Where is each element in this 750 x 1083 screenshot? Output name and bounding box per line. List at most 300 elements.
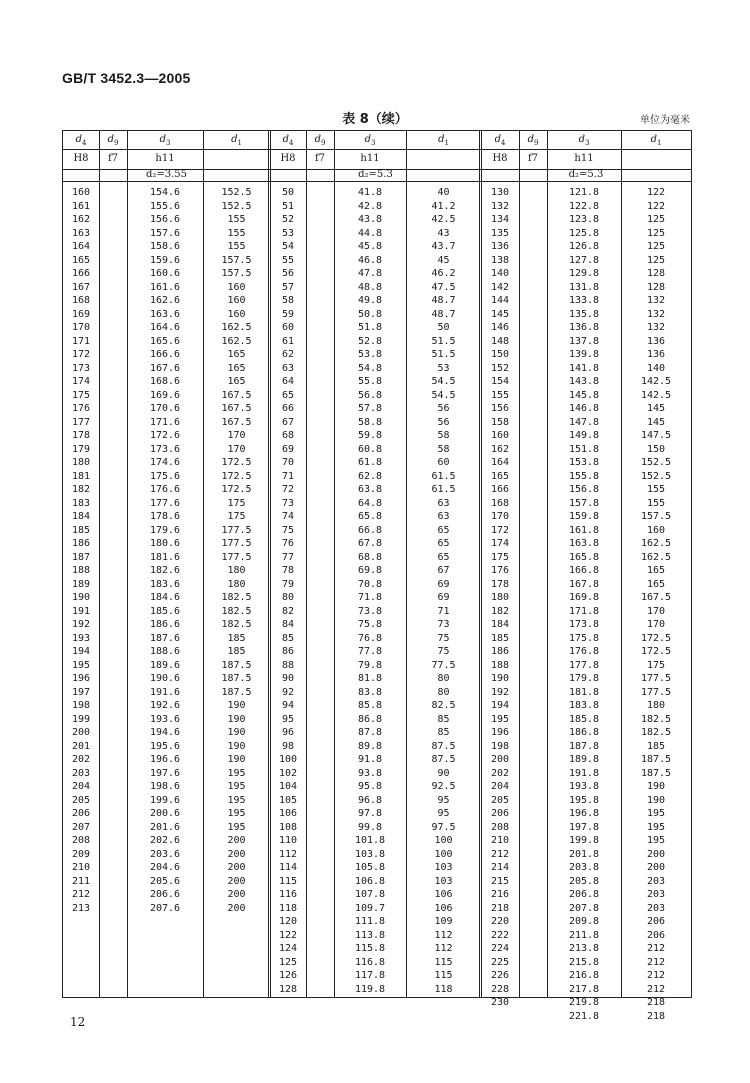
- table-cell: 168.6: [149, 376, 181, 387]
- table-cell: 80: [281, 592, 295, 603]
- table-cell: 51.5: [431, 335, 456, 347]
- table-cell: 52.8: [357, 335, 383, 347]
- table-cell: 133.8: [568, 295, 600, 306]
- table-cell: 179: [71, 443, 91, 455]
- column-subscript: 1: [444, 139, 449, 147]
- table-cell: 178: [490, 578, 510, 590]
- table-cell: 56: [437, 416, 450, 428]
- table-cell: 49.8: [357, 295, 383, 306]
- table-cell: 210: [71, 862, 91, 873]
- table-cell: 141.8: [568, 362, 600, 374]
- table-cell: 218: [490, 902, 510, 914]
- table-cell: 114: [278, 862, 298, 873]
- column-symbol: d: [438, 134, 445, 145]
- table-cell: 132: [646, 308, 666, 320]
- table-cell: 47.5: [431, 281, 456, 293]
- table-cell: 167.6: [149, 362, 181, 374]
- table-cell: 183: [71, 497, 91, 509]
- table-cell: 160: [71, 187, 91, 198]
- table-cell: 143.8: [568, 376, 600, 387]
- table-cell: 103: [434, 875, 453, 887]
- table-cell: 77: [281, 551, 295, 563]
- table-cell: 48.7: [431, 295, 456, 306]
- table-cell: 53.8: [357, 349, 383, 360]
- table-cell: 195: [646, 821, 666, 833]
- table-cell: 228: [490, 983, 510, 995]
- values-d3: [127, 186, 203, 915]
- table-cell: 77.5: [431, 659, 456, 671]
- column-fit-d4: H8: [73, 153, 89, 164]
- column-group: [270, 131, 481, 997]
- table-cell: 79: [281, 578, 295, 590]
- table-title: 表 8（续）: [342, 112, 408, 127]
- table-cell: 200: [646, 848, 666, 860]
- table-cell: 210: [490, 835, 510, 846]
- column-subscript: 4: [500, 139, 506, 147]
- table-cell: 214: [490, 862, 510, 873]
- table-cell: 50: [437, 322, 450, 333]
- table-cell: 43: [437, 227, 450, 239]
- table-cell: 207.6: [149, 902, 181, 914]
- table-cell: 187.5: [221, 673, 252, 684]
- table-cell: 84: [281, 619, 295, 630]
- table-cell: 80: [437, 673, 450, 684]
- table-cell: 213: [71, 902, 91, 914]
- table-cell: 200: [227, 835, 246, 846]
- table-cell: 128: [278, 983, 298, 995]
- table-cell: 189.8: [568, 754, 600, 765]
- table-cell: 182.5: [221, 619, 252, 630]
- table-cell: 148: [490, 335, 510, 347]
- table-cell: 51.5: [431, 349, 456, 360]
- table-cell: 68.8: [357, 551, 383, 563]
- table-cell: 219.8: [568, 997, 600, 1008]
- table-cell: 56: [281, 268, 295, 279]
- table-cell: 61: [281, 335, 295, 347]
- table-cell: 96: [281, 727, 295, 738]
- table-cell: 222: [490, 929, 510, 941]
- table-cell: 179.8: [568, 673, 600, 684]
- table-cell: 155: [646, 497, 666, 509]
- table-cell: 195.8: [568, 794, 600, 806]
- table-cell: 122: [646, 200, 666, 212]
- table-cell: 66.8: [357, 524, 383, 536]
- column-symbol: d: [231, 134, 238, 145]
- column-subscript: 1: [237, 139, 242, 147]
- table-cell: 178.6: [149, 511, 181, 522]
- table-cell: 203.6: [149, 848, 181, 860]
- table-cell: 170: [490, 511, 510, 522]
- table-cell: 205.8: [568, 875, 600, 887]
- table-cell: 154: [490, 376, 510, 387]
- table-cell: 221.8: [568, 1010, 600, 1022]
- table-cell: 195: [227, 821, 246, 833]
- column-fit-d4: H8: [492, 153, 508, 164]
- table-cell: 195: [71, 659, 91, 671]
- table-cell: 181: [71, 470, 91, 482]
- table-cell: 99.8: [357, 821, 383, 833]
- table-cell: 184.6: [149, 592, 181, 603]
- table-cell: 184: [490, 619, 510, 630]
- table-cell: 53: [281, 227, 295, 239]
- table-cell: 185: [71, 524, 91, 536]
- table-cell: 189: [71, 578, 91, 590]
- table-cell: 204.6: [149, 862, 181, 873]
- table-cell: 87.5: [431, 754, 456, 765]
- table-cell: 157.5: [221, 254, 252, 266]
- table-cell: 208: [71, 835, 91, 846]
- column-rule: [99, 131, 100, 997]
- table-cell: 196: [490, 727, 510, 738]
- table-cell: 155: [490, 389, 510, 401]
- table-cell: 208: [490, 821, 510, 833]
- table-cell: 162.5: [640, 538, 672, 549]
- table-cell: 146.8: [568, 403, 600, 414]
- table-cell: 60.8: [357, 443, 383, 455]
- table-cell: 196: [71, 673, 91, 684]
- table-cell: 205: [71, 794, 91, 806]
- table-cell: 181.6: [149, 551, 181, 563]
- table-cell: 202.6: [149, 835, 181, 846]
- table-cell: 191.6: [149, 686, 181, 698]
- column-fit-d9: f7: [314, 153, 326, 164]
- table-cell: 175.6: [149, 470, 181, 482]
- table-cell: 178: [71, 430, 91, 441]
- column-symbol: d: [75, 134, 82, 145]
- table-cell: 162.5: [221, 335, 252, 347]
- table-cell: 200: [227, 862, 246, 873]
- column-symbol: d: [159, 134, 166, 145]
- table-cell: 170: [227, 443, 246, 455]
- table-cell: 177: [71, 416, 91, 428]
- table-cell: 162: [490, 443, 510, 455]
- column-fit-d9: f7: [107, 153, 119, 164]
- table-cell: 165: [71, 254, 91, 266]
- column-subscript: 3: [165, 139, 171, 147]
- table-cell: 171.6: [149, 416, 181, 428]
- table-cell: 182.6: [149, 565, 181, 576]
- table-cell: 212: [490, 848, 510, 860]
- table-cell: 177.8: [568, 659, 600, 671]
- table-cell: 41.2: [431, 200, 456, 212]
- table-cell: 67.8: [357, 538, 383, 549]
- table-cell: 204: [490, 781, 510, 792]
- table-cell: 212: [646, 956, 666, 968]
- values-d1: [203, 186, 270, 915]
- table-cell: 132: [646, 295, 666, 306]
- table-cell: 79.8: [357, 659, 383, 671]
- table-cell: 69: [437, 592, 450, 603]
- table-cell: 54: [281, 241, 295, 252]
- table-cell: 47.8: [357, 268, 383, 279]
- table-cell: 190: [227, 700, 246, 711]
- table-cell: 206.8: [568, 889, 600, 900]
- table-cell: 151.8: [568, 443, 600, 455]
- table-cell: 65: [437, 524, 450, 536]
- table-cell: 51: [281, 200, 295, 212]
- table-cell: 187.6: [149, 632, 181, 644]
- table-cell: 185.6: [149, 605, 181, 617]
- table-cell: 103.8: [354, 848, 386, 860]
- table-cell: 226: [490, 970, 510, 981]
- table-cell: 200: [227, 848, 246, 860]
- table-cell: 201.6: [149, 821, 181, 833]
- table-cell: 188.6: [149, 646, 181, 657]
- group-label: d₂=5.3: [358, 169, 393, 180]
- table-cell: 215: [490, 875, 510, 887]
- table-cell: 118: [434, 983, 453, 995]
- table-cell: 120: [278, 916, 298, 927]
- table-cell: 130: [490, 187, 510, 198]
- table-cell: 185: [227, 632, 246, 644]
- table-cell: 105: [278, 794, 298, 806]
- column-subscript: 3: [584, 139, 590, 147]
- table-cell: 56: [437, 403, 450, 414]
- column-header-d1: [406, 133, 481, 150]
- table-cell: 166: [490, 484, 510, 495]
- table-cell: 125: [646, 214, 666, 225]
- table-cell: 164: [71, 241, 91, 252]
- table-cell: 142.5: [640, 376, 672, 387]
- table-cell: 112: [434, 943, 453, 954]
- table-cell: 195: [227, 794, 246, 806]
- table-cell: 132: [490, 200, 510, 212]
- table-cell: 157.5: [640, 511, 672, 522]
- table-cell: 81.8: [357, 673, 383, 684]
- values-d1: [406, 186, 481, 996]
- table-cell: 218: [646, 1010, 666, 1022]
- column-header-d9: [99, 133, 127, 150]
- table-cell: 153.8: [568, 457, 600, 468]
- table-cell: 197.6: [149, 767, 181, 779]
- column-fit-d3: h11: [574, 153, 594, 164]
- table-cell: 186.8: [568, 727, 600, 738]
- column-subscript: 9: [113, 139, 119, 147]
- table-cell: 69: [281, 443, 295, 455]
- table-cell: 201: [71, 740, 91, 752]
- table-cell: 174: [71, 376, 91, 387]
- table-cell: 71: [281, 470, 295, 482]
- table-cell: 157.5: [221, 268, 252, 279]
- table-cell: 217.8: [568, 983, 600, 995]
- table-cell: 177.5: [640, 686, 672, 698]
- dimension-table: [62, 130, 692, 1022]
- table-cell: 54.5: [431, 376, 456, 387]
- table-cell: 209: [71, 848, 91, 860]
- table-cell: 42.8: [357, 200, 383, 212]
- table-cell: 180: [71, 457, 91, 468]
- table-cell: 152.5: [640, 470, 672, 482]
- table-cell: 199.6: [149, 794, 181, 806]
- table-cell: 62.8: [357, 470, 383, 482]
- table-cell: 198.6: [149, 781, 181, 792]
- values-d4: [481, 186, 519, 1010]
- table-cell: 166.6: [149, 349, 181, 360]
- table-cell: 61.5: [431, 470, 456, 482]
- table-cell: 85: [437, 727, 450, 738]
- table-cell: 212: [646, 970, 666, 981]
- table-cell: 145: [646, 403, 666, 414]
- table-cell: 196.8: [568, 808, 600, 819]
- table-cell: 176.8: [568, 646, 600, 657]
- table-cell: 192: [490, 686, 510, 698]
- table-cell: 175: [646, 659, 666, 671]
- table-cell: 60: [437, 457, 450, 468]
- table-cell: 195.6: [149, 740, 181, 752]
- table-cell: 62: [281, 349, 295, 360]
- table-cell: 122: [278, 929, 298, 941]
- table-cell: 46.2: [431, 268, 456, 279]
- table-cell: 157.6: [149, 227, 181, 239]
- table-cell: 155.8: [568, 470, 600, 482]
- table-cell: 125: [278, 956, 298, 968]
- table-cell: 125: [646, 254, 666, 266]
- table-cell: 109: [434, 916, 453, 927]
- table-cell: 173: [71, 362, 91, 374]
- column-header-d9: [306, 133, 334, 150]
- table-cell: 43.8: [357, 214, 383, 225]
- table-cell: 106.8: [354, 875, 386, 887]
- table-cell: 104: [278, 781, 298, 792]
- table-cell: 95: [437, 808, 450, 819]
- table-cell: 211.8: [568, 929, 600, 941]
- table-cell: 198: [71, 700, 91, 711]
- table-cell: 170: [646, 605, 666, 617]
- table-cell: 160: [490, 430, 510, 441]
- table-cell: 193: [71, 632, 91, 644]
- table-cell: 186.6: [149, 619, 181, 630]
- table-cell: 63: [437, 497, 450, 509]
- table-cell: 187.5: [640, 767, 672, 779]
- table-cell: 67: [437, 565, 450, 576]
- table-cell: 205.6: [149, 875, 181, 887]
- table-cell: 154.6: [149, 187, 181, 198]
- table-cell: 172: [490, 524, 510, 536]
- table-cell: 117.8: [354, 970, 386, 981]
- table-cell: 176.6: [149, 484, 181, 495]
- table-cell: 64.8: [357, 497, 383, 509]
- table-cell: 107.8: [354, 889, 386, 900]
- table-cell: 76.8: [357, 632, 383, 644]
- table-cell: 55.8: [357, 376, 383, 387]
- table-cell: 182.5: [221, 592, 252, 603]
- table-cell: 206.6: [149, 889, 181, 900]
- table-cell: 87.8: [357, 727, 383, 738]
- column-header-d1: [203, 133, 270, 150]
- table-cell: 150: [490, 349, 510, 360]
- table-cell: 119.8: [354, 983, 386, 995]
- table-cell: 156.6: [149, 214, 181, 225]
- table-cell: 184: [71, 511, 91, 522]
- table-cell: 90: [437, 767, 450, 779]
- table-cell: 168: [71, 295, 91, 306]
- table-cell: 73: [437, 619, 450, 630]
- table-cell: 200: [227, 875, 246, 887]
- table-cell: 77.8: [357, 646, 383, 657]
- table-cell: 136: [646, 335, 666, 347]
- table-cell: 59.8: [357, 430, 383, 441]
- column-subscript: 9: [533, 139, 539, 147]
- table-cell: 125.8: [568, 227, 600, 239]
- table-cell: 205: [490, 794, 510, 806]
- table-cell: 190: [646, 794, 666, 806]
- table-cell: 173.6: [149, 443, 181, 455]
- column-subscript: 3: [370, 139, 376, 147]
- table-cell: 195: [227, 767, 246, 779]
- table-cell: 135.8: [568, 308, 600, 320]
- table-cell: 193.8: [568, 781, 600, 792]
- table-cell: 165.6: [149, 335, 181, 347]
- table-cell: 100: [434, 848, 453, 860]
- table-cell: 138: [490, 254, 510, 266]
- table-cell: 147.8: [568, 416, 600, 428]
- table-cell: 102: [278, 767, 298, 779]
- table-cell: 203: [71, 767, 91, 779]
- table-cell: 61.5: [431, 484, 456, 495]
- table-cell: 157.8: [568, 497, 600, 509]
- table-cell: 136: [646, 349, 666, 360]
- table-cell: 125: [646, 227, 666, 239]
- table-cell: 98: [281, 740, 295, 752]
- table-cell: 158: [490, 416, 510, 428]
- table-cell: 177.5: [640, 673, 672, 684]
- table-cell: 185.8: [568, 713, 600, 725]
- table-cell: 110: [278, 835, 298, 846]
- table-cell: 169.8: [568, 592, 600, 603]
- column-symbol: d: [578, 134, 585, 145]
- table-cell: 172.5: [221, 470, 252, 482]
- table-cell: 164: [490, 457, 510, 468]
- table-cell: 126: [278, 970, 298, 981]
- table-cell: 207: [71, 821, 91, 833]
- group-label: d₂=3.55: [145, 169, 188, 180]
- table-cell: 203: [646, 875, 666, 887]
- table-cell: 170: [646, 619, 666, 630]
- table-cell: 195: [646, 835, 666, 846]
- table-cell: 155: [646, 484, 666, 495]
- table-cell: 113.8: [354, 929, 386, 941]
- table-cell: 195: [646, 808, 666, 819]
- table-cell: 131.8: [568, 281, 600, 293]
- table-cell: 129.8: [568, 268, 600, 279]
- unit-note: 单位为毫米: [640, 115, 690, 126]
- table-cell: 155.6: [149, 200, 181, 212]
- table-cell: 66: [281, 403, 295, 414]
- table-cell: 64: [281, 376, 295, 387]
- table-cell: 190: [646, 781, 666, 792]
- table-cell: 172.5: [221, 484, 252, 495]
- table-cell: 213.8: [568, 943, 600, 954]
- table-cell: 168: [490, 497, 510, 509]
- column-symbol: d: [494, 134, 501, 145]
- table-cell: 167.8: [568, 578, 600, 590]
- table-cell: 95: [281, 713, 295, 725]
- page-number: 12: [70, 1015, 86, 1029]
- table-cell: 165: [227, 349, 246, 360]
- table-cell: 172.5: [640, 632, 672, 644]
- table-cell: 58.8: [357, 416, 383, 428]
- table-cell: 152: [490, 362, 510, 374]
- table-cell: 161.8: [568, 524, 600, 536]
- table-cell: 170: [227, 430, 246, 441]
- table-cell: 116.8: [354, 956, 386, 968]
- table-cell: 225: [490, 956, 510, 968]
- table-cell: 162: [71, 214, 91, 225]
- table-cell: 190: [227, 754, 246, 765]
- table-cell: 95.8: [357, 781, 383, 792]
- table-cell: 200: [490, 754, 510, 765]
- table-cell: 174: [490, 538, 510, 549]
